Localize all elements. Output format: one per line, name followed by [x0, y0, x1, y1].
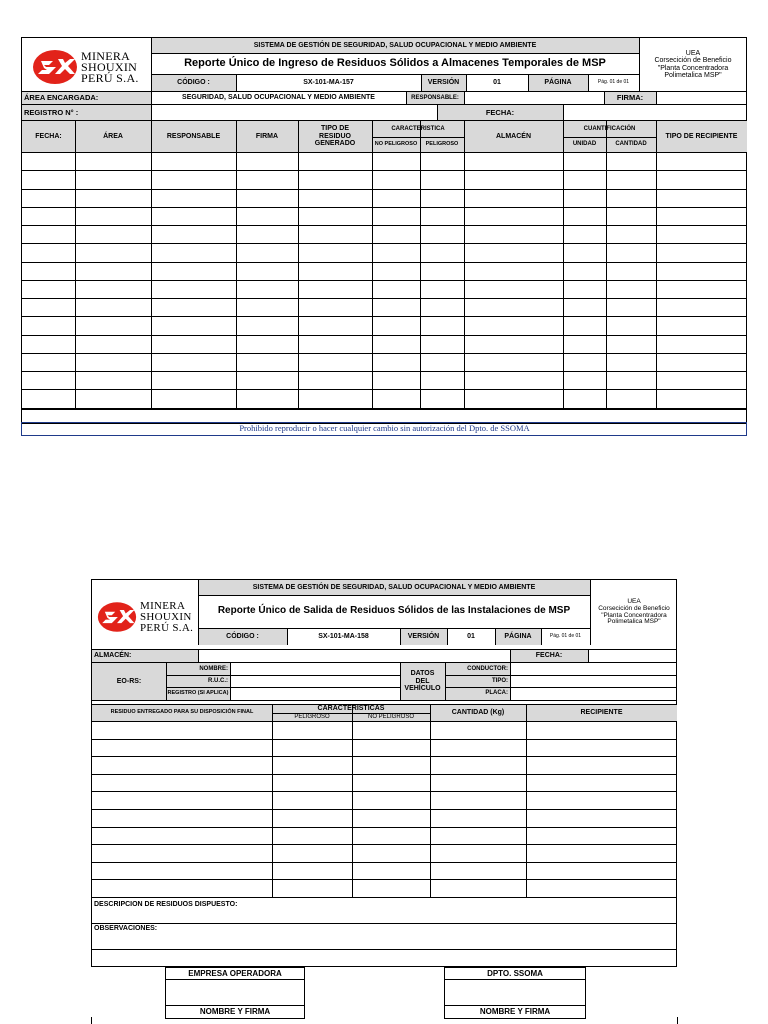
nombre-firma-label: NOMBRE Y FIRMA — [479, 1006, 551, 1016]
table-row-line — [22, 316, 747, 317]
registro-label: REGISTRO (SI APLICA) — [166, 687, 230, 700]
area-encargada-value: SEGURIDAD, SALUD OCUPACIONAL Y MEDIO AMBIENTE — [182, 94, 375, 102]
col-firma: FIRMA — [236, 121, 298, 152]
version-label: VERSIÓN — [421, 74, 466, 91]
uea-line1: UEA — [685, 49, 701, 57]
placa-label: PLACA: — [445, 687, 510, 700]
report-title: Reporte Único de Ingreso de Residuos Sólidos a Almacenes Temporales de MSP — [184, 56, 606, 69]
table-row-line — [92, 721, 677, 722]
no-peligroso-header: NO PELIGROSO — [352, 713, 430, 721]
system-title: SISTEMA DE GESTIÓN DE SEGURIDAD, SALUD OCUPACIONAL Y MEDIO AMBIENTE — [151, 38, 639, 53]
col-no-peligroso: NO PELIGROSO — [372, 137, 420, 152]
divider — [22, 409, 747, 410]
col-cantidad: CANTIDAD — [606, 137, 656, 152]
col-fecha: FECHA: — [22, 121, 75, 152]
dpto-ssoma-box[interactable] — [444, 967, 586, 1019]
col-peligroso: PELIGROSO — [420, 137, 464, 152]
fecha-label: FECHA: — [437, 105, 563, 120]
col-tipo-recipiente: TIPO DE RECIPIENTE — [656, 121, 747, 152]
divider — [445, 979, 585, 980]
uea-line1: UEA — [627, 597, 641, 605]
table-col-line — [151, 121, 152, 408]
table-row-line — [92, 897, 677, 898]
table-row-line — [92, 844, 677, 845]
table-row-line — [22, 189, 747, 190]
col-caracteristica: CARACTERISTICA — [372, 121, 464, 137]
table-col-line — [236, 121, 237, 408]
table-row-line — [22, 152, 747, 153]
nombre-firma-label: NOMBRE Y FIRMA — [199, 1006, 271, 1016]
table-row-line — [92, 879, 677, 880]
ruc-label: R.U.C.: — [166, 675, 230, 687]
eors-label: EO-RS: — [92, 663, 166, 700]
datos-vehiculo-label: DATOS DEL VEHÍCULO — [400, 663, 445, 700]
company-name-line3: PERÚ S.A. — [140, 621, 194, 634]
uea-line3: "Planta Concentradora — [601, 611, 667, 619]
tipo-label: TIPO: — [445, 675, 510, 687]
empresa-operadora-label: EMPRESA OPERADORA — [188, 968, 282, 978]
table-row-line — [92, 774, 677, 775]
ingreso-table-body — [22, 38, 747, 425]
dpto-ssoma-label: DPTO. SSOMA — [487, 968, 543, 978]
pagina-value: Pág. 01 de 01 — [597, 78, 630, 85]
uea-line4: Polimetalica MSP" — [607, 618, 661, 626]
table-row-line — [92, 809, 677, 810]
table-col-line — [420, 121, 421, 408]
divider — [677, 1017, 678, 1024]
table-col-line — [430, 704, 431, 897]
company-name-line2: SHOUXIN — [81, 59, 138, 74]
company-name-line3: PERÚ S.A. — [81, 70, 139, 85]
company-name-line1: MINERA — [81, 48, 131, 63]
col-area: ÁREA — [75, 121, 151, 152]
pagina-label: PÁGINA — [528, 74, 588, 91]
table-row-line — [22, 298, 747, 299]
table-col-line — [352, 704, 353, 897]
responsable-label: RESPONSABLE: — [406, 92, 464, 104]
version-value: 01 — [493, 78, 501, 86]
area-encargada-label: ÁREA ENCARGADA: — [22, 92, 151, 104]
nombre-label: NOMBRE: — [166, 663, 230, 675]
table-row-line — [92, 756, 677, 757]
divider — [166, 979, 304, 980]
table-row-line — [92, 949, 677, 950]
table-row-line — [92, 923, 677, 924]
table-row-line — [22, 207, 747, 208]
col-responsable: RESPONSABLE — [151, 121, 236, 152]
almacen-label: ALMACÉN: — [92, 650, 198, 662]
codigo-label: CÓDIGO : — [151, 74, 236, 91]
table-row-line — [92, 827, 677, 828]
uea-line2: Corsecición de Beneficio — [598, 604, 670, 612]
table-row-line — [92, 791, 677, 792]
registro-label: REGISTRO N° : — [22, 105, 151, 120]
table-row-line — [92, 862, 677, 863]
version-label: VERSIÓN — [400, 628, 447, 645]
uea-line4: Polimetalica MSP" — [664, 71, 722, 79]
pagina-label: PÁGINA — [495, 628, 541, 645]
residuo-header: RESIDUO ENTREGADO PARA SU DISPOSICIÓN FINAL — [92, 704, 272, 721]
table-col-line — [75, 121, 76, 408]
table-col-line — [563, 121, 564, 408]
conductor-label: CONDUCTOR: — [445, 663, 510, 675]
footer-note: Prohibido reproducir o hacer cualquier cambio sin autorización del Dpto. de SSOMA — [239, 422, 530, 433]
table-row-line — [22, 262, 747, 263]
table-row-line — [22, 353, 747, 354]
observaciones-label: OBSERVACIONES: — [94, 925, 158, 932]
col-unidad: UNIDAD — [563, 137, 606, 152]
table-col-line — [656, 121, 657, 408]
caracteristicas-header: CARÁCTERISTICAS — [272, 704, 430, 713]
report-title: Reporte Único de Salida de Residuos Sólidos de las Instalaciones de MSP — [217, 605, 571, 617]
table-col-line — [464, 121, 465, 408]
table-row-line — [92, 739, 677, 740]
firma-label: FIRMA: — [604, 92, 656, 104]
codigo-value: SX-101-MA-158 — [318, 632, 369, 640]
descripcion-label: DESCRIPCIÓN DE RESIDUOS DISPUESTO: — [94, 901, 238, 908]
company-name-line1: MINERA — [140, 599, 186, 612]
company-name-line2: SHOUXIN — [140, 610, 192, 623]
table-col-line — [606, 121, 607, 408]
table-col-line — [372, 121, 373, 408]
empresa-operadora-box[interactable] — [165, 967, 305, 1019]
uea-line3: "Planta Concentradora — [657, 64, 729, 72]
table-row-line — [22, 389, 747, 390]
footer-note-box — [21, 422, 747, 436]
table-row-line — [22, 371, 747, 372]
recipiente-header: RECIPIENTE — [526, 704, 677, 721]
form-salida-residuos — [91, 579, 677, 967]
table-col-line — [272, 704, 273, 897]
version-value: 01 — [467, 632, 475, 640]
form-ingreso-residuos — [21, 37, 747, 433]
table-row-line — [22, 243, 747, 244]
uea-line2: Corsecición de Beneficio — [654, 57, 732, 65]
system-title: SISTEMA DE GESTIÓN DE SEGURIDAD, SALUD OCUPACIONAL Y MEDIO AMBIENTE — [198, 580, 590, 595]
col-tipo-residuo: TIPO DE RESIDUO GENERADO — [298, 121, 372, 152]
codigo-label: CÓDIGO : — [198, 628, 287, 645]
peligroso-header: PELIGROSO — [272, 713, 352, 721]
col-cuantificacion: CUANTIFICACIÓN — [563, 121, 656, 137]
table-row-line — [22, 225, 747, 226]
col-almacen: ALMACÉN — [464, 121, 563, 152]
codigo-value: SX-101-MA-157 — [303, 78, 354, 86]
table-row-line — [22, 170, 747, 171]
fecha-label: FECHA: — [510, 650, 588, 662]
cantidad-header: CANTIDAD (Kg) — [430, 704, 526, 721]
pagina-value: Pág. 01 de 01 — [549, 632, 582, 639]
table-col-line — [526, 704, 527, 897]
table-col-line — [298, 121, 299, 408]
table-row-line — [22, 335, 747, 336]
divider — [91, 1017, 92, 1024]
table-row-line — [22, 280, 747, 281]
